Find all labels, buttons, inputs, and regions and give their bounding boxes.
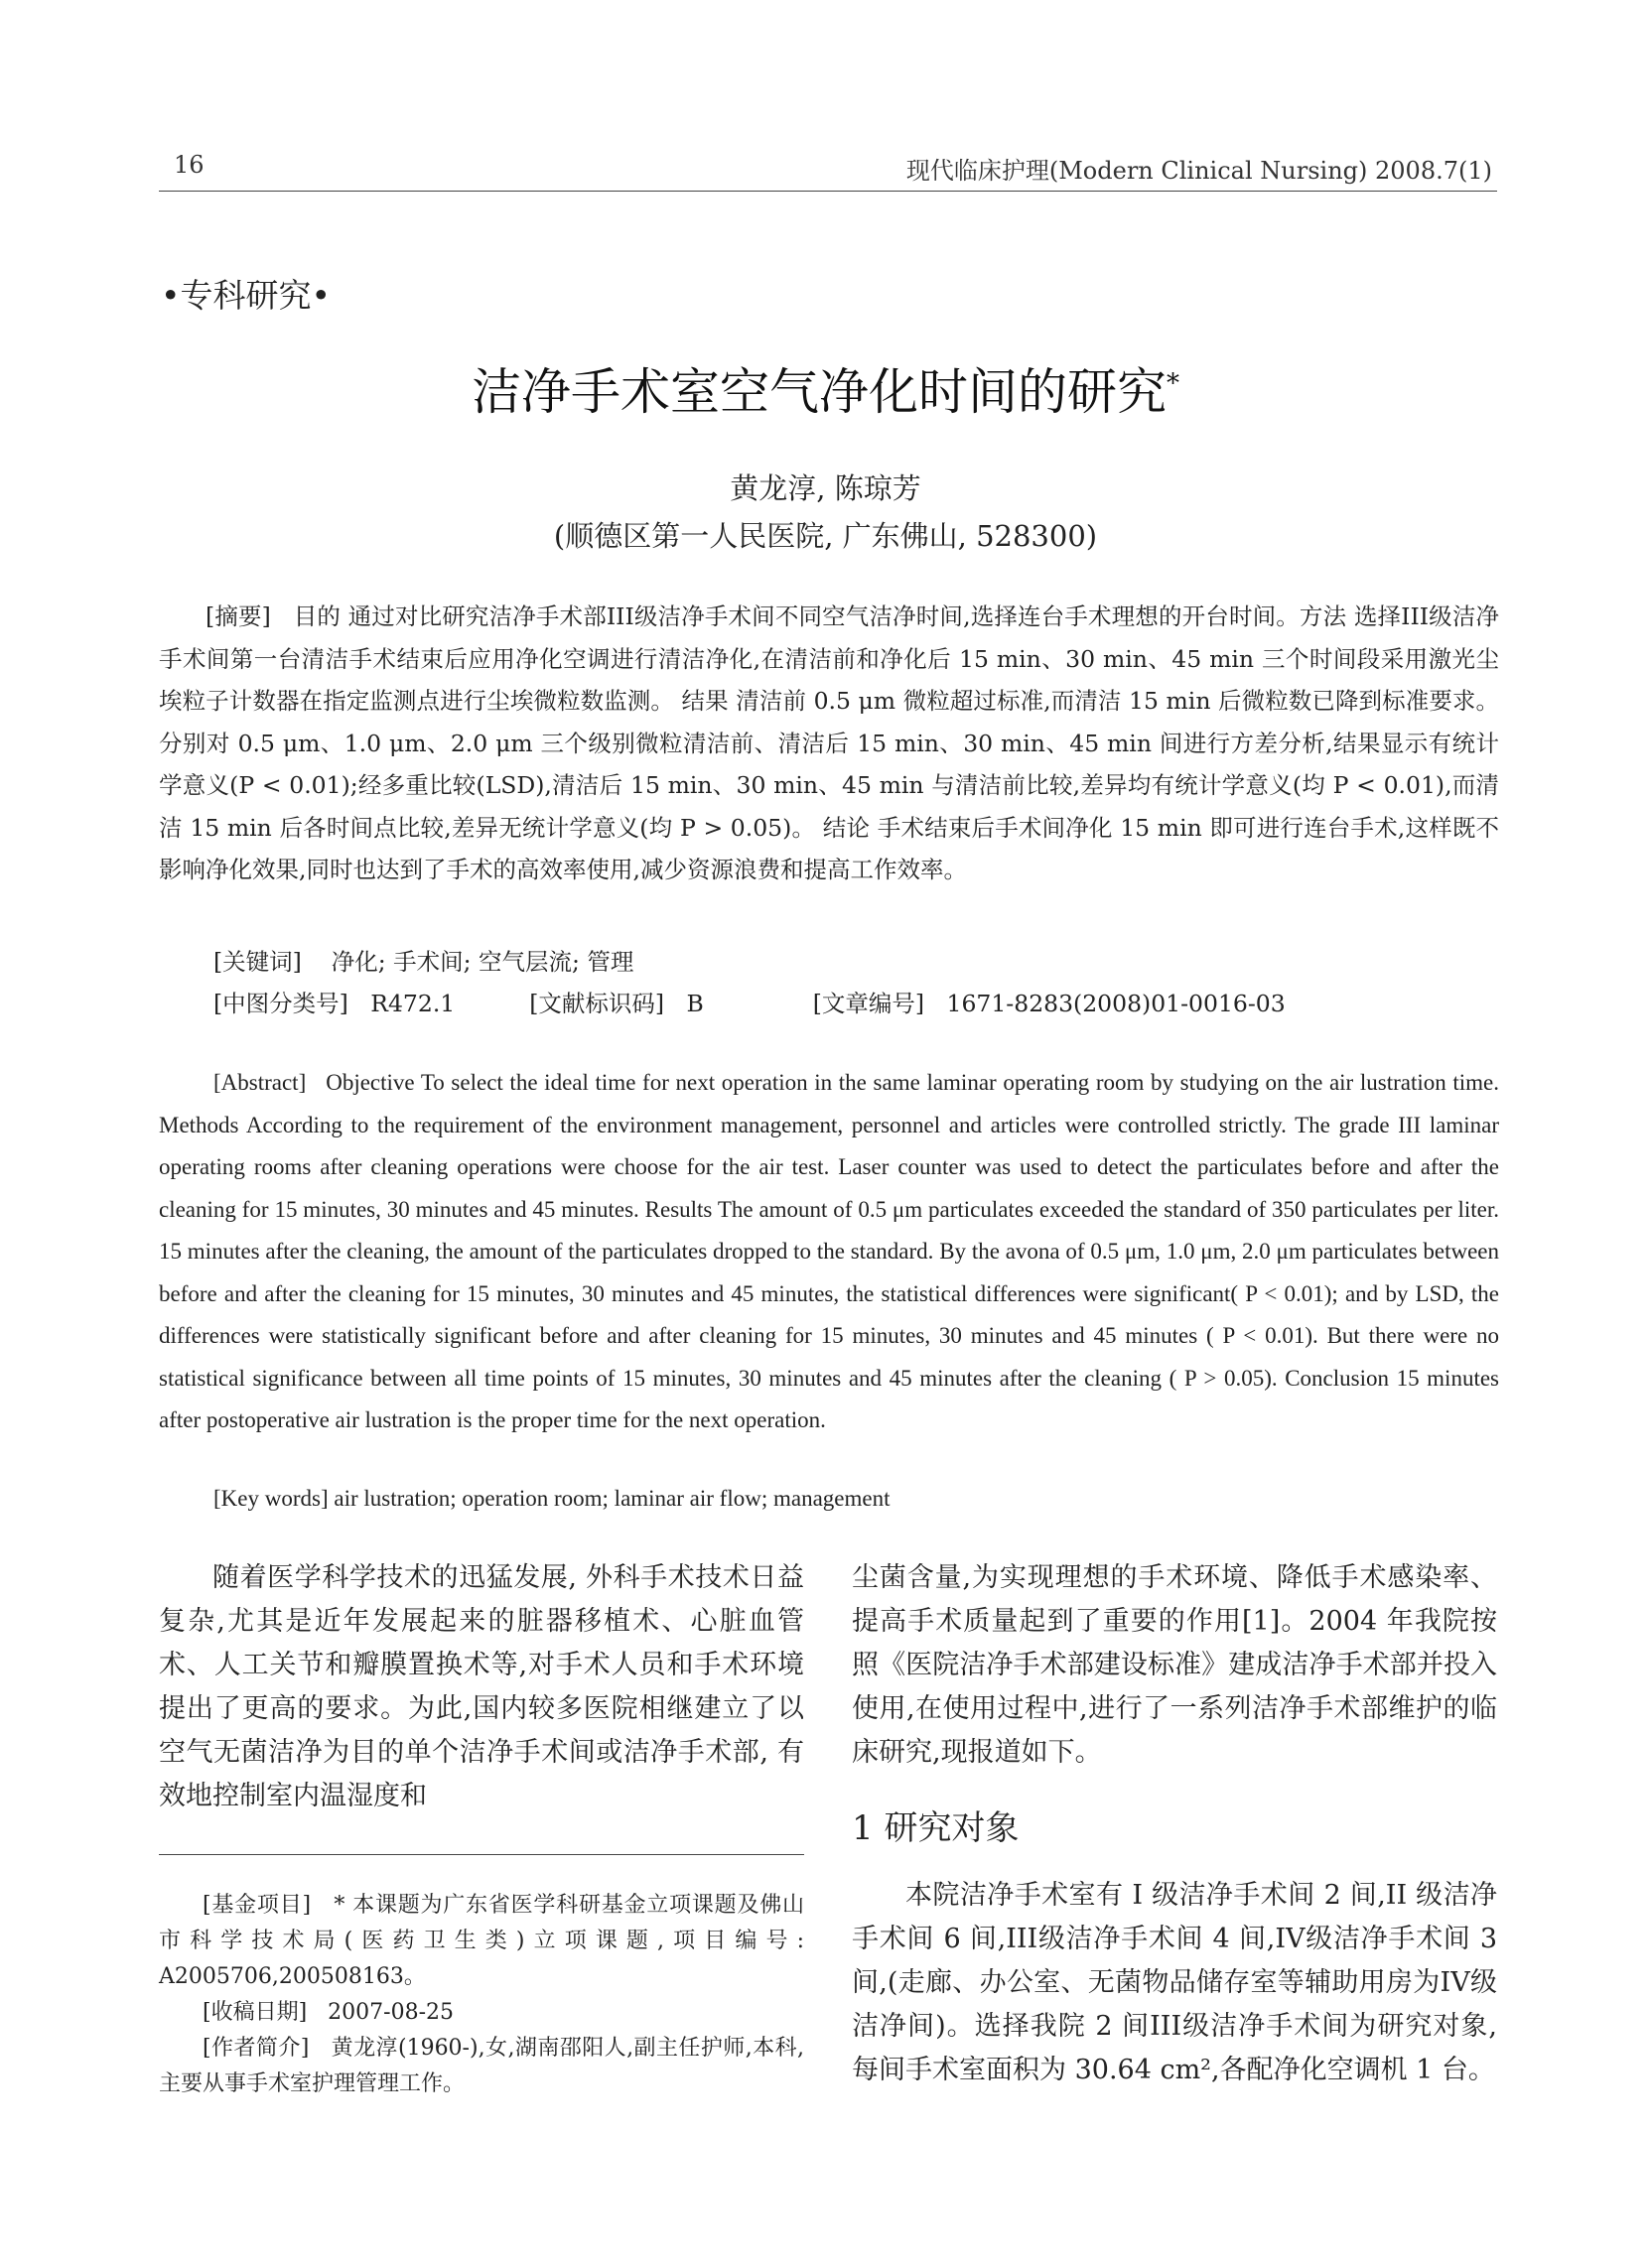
keywords-en-text: air lustration; operation room; laminar air flow; management <box>334 1486 891 1511</box>
header-rule <box>159 191 1497 192</box>
footnote-rule <box>159 1854 804 1855</box>
fund-label: [基金项目] <box>203 1893 312 1918</box>
abstract-cn-text: 目的 通过对比研究洁净手术部III级洁净手术间不同空气洁净时间,选择连台手术理想的开台时间。方法 选择III级洁净手术间第一台清洁手术结束后应用净化空调进行清洁净化,在清洁前和净化后 15 min、30 min、45 min 三个时间段采用激光尘埃粒子计数器在指定监测点进行尘埃微粒数监测。 结果 清洁前 0.5 μm 微粒超过标准,而清洁 15 min 后微粒数已降到标准要求。分别对 0.5 μm、1.0 μm、2.0 μm 三个级别微粒清洁前、清洁后 15 min、30 min、45 min 间进行方差分析,结果显示有统计学意义(P < 0.01);经多重比较(LSD),清洁后 15 min、30 min、45 min 与清洁前比较,差异均有统计学意义(均 P < 0.01),而清洁 15 min 后各时间点比较,差异无统计学意义(均 P > 0.05)。 结论 手术结束后手术间净化 15 min 即可进行连台手术,这样既不影响净化效果,同时也达到了手术的高效率使用,减少资源浪费和提高工作效率。 <box>159 602 1499 883</box>
doc-code-value: B <box>686 990 704 1017</box>
paper-title-text: 洁净手术室空气净化时间的研究 <box>472 363 1167 421</box>
classification-line <box>213 985 1504 1018</box>
clc-label: [中图分类号] <box>213 990 348 1017</box>
section-heading-1: 1 研究对象 <box>852 1808 1020 1848</box>
title-footnote-mark: * <box>1167 368 1179 399</box>
received-label: [收稿日期] <box>203 2000 308 2025</box>
body-left-column: 随着医学科学技术的迅猛发展, 外科手术技术日益复杂,尤其是近年发展起来的脏器移植术、心脏血管术、人工关节和瓣膜置换术等,对手术人员和手术环境提出了更高的要求。为此,国内较多医院相继建立了以空气无菌洁净为目的单个洁净手术间或洁净手术部, 有效地控制室内温湿度和 <box>159 1562 804 1811</box>
article-no-value: 1671-8283(2008)01-0016-03 <box>946 990 1286 1017</box>
fund-text: * 本课题为广东省医学科研基金立项课题及佛山市科学技术局(医药卫生类)立项课题,项目编号: A2005706,200508163。 <box>159 1893 805 1989</box>
paper-title <box>0 352 1651 424</box>
affiliation: (顺德区第一人民医院, 广东佛山, 528300) <box>553 519 1098 553</box>
journal-header: 现代临床护理(Modern Clinical Nursing) 2008.7(1) <box>905 157 1492 185</box>
body-right-column-2: 本院洁净手术室有 I 级洁净手术间 2 间,II 级洁净手术间 6 间,III级洁净手术间 4 间,IV级洁净手术间 3 间,(走廊、办公室、无菌物品储存室等辅助用房为IV级洁净间)。选择我院 2 间III级洁净手术间为研究对象,每间手术室面积为 30.64 cm²,各配净化空调机 1 台。 <box>852 1880 1497 2085</box>
keywords-cn <box>213 943 633 977</box>
abstract-en <box>159 1062 1499 1442</box>
clc-value: R472.1 <box>370 990 456 1017</box>
keywords-cn-text: 净化; 手术间; 空气层流; 管理 <box>331 948 634 976</box>
abstract-en-label: [Abstract] <box>213 1070 307 1095</box>
keywords-en <box>213 1486 891 1512</box>
abstract-cn-label: [摘要] <box>206 602 271 630</box>
abstract-en-text: Objective To select the ideal time for next operation in the same laminar operating room by studying on the air lustration time. Methods According to the requirement of the environment management, personnel and articles were controlled strictly. The grade III laminar operating rooms after cleaning operations were choose for the air test. Laser counter was used to detect the particulates before and after the cleaning for 15 minutes, 30 minutes and 45 minutes. Results The amount of 0.5 μm particulates exceeded the standard of 350 particulates per liter. 15 minutes after the cleaning, the amount of the particulates dropped to the standard. By the avona of 0.5 μm, 1.0 μm, 2.0 μm particulates between before and after the cleaning for 15 minutes, 30 minutes and 45 minutes, the statistical differences were significant( P < 0.01); and by LSD, the differences were statistically significant before and after cleaning for 15 minutes, 30 minutes and 45 minutes ( P < 0.01). But there were no statistical significance between all time points of 15 minutes, 30 minutes and 45 minutes after the cleaning ( P > 0.05). Conclusion 15 minutes after postoperative air lustration is the proper time for the next operation. <box>159 1070 1500 1432</box>
page-number: 16 <box>174 151 205 179</box>
author-bio-text: 黄龙淳(1960-),女,湖南邵阳人,副主任护师,本科,主要从事手术室护理管理工作。 <box>159 2036 804 2096</box>
keywords-cn-label: [关键词] <box>213 948 302 976</box>
keywords-en-label: [Key words] <box>213 1486 329 1511</box>
footnotes <box>159 1888 804 2102</box>
body-right-column-1: 尘菌含量,为实现理想的手术环境、降低手术感染率、提高手术质量起到了重要的作用[1]。2004 年我院按照《医院洁净手术部建设标准》建成洁净手术部并投入使用,在使用过程中,进行了一系列洁净手术部维护的临床研究,现报道如下。 <box>852 1562 1497 1768</box>
section-tag: •专科研究• <box>161 276 331 315</box>
received-text: 2007-08-25 <box>328 2000 454 2025</box>
article-no-label: [文章编号] <box>812 990 925 1017</box>
doc-code-label: [文献标识码] <box>529 990 665 1017</box>
author-bio-label: [作者简介] <box>203 2036 310 2061</box>
authors: 黄龙淳, 陈琼芳 <box>730 471 921 505</box>
abstract-cn <box>159 596 1499 891</box>
